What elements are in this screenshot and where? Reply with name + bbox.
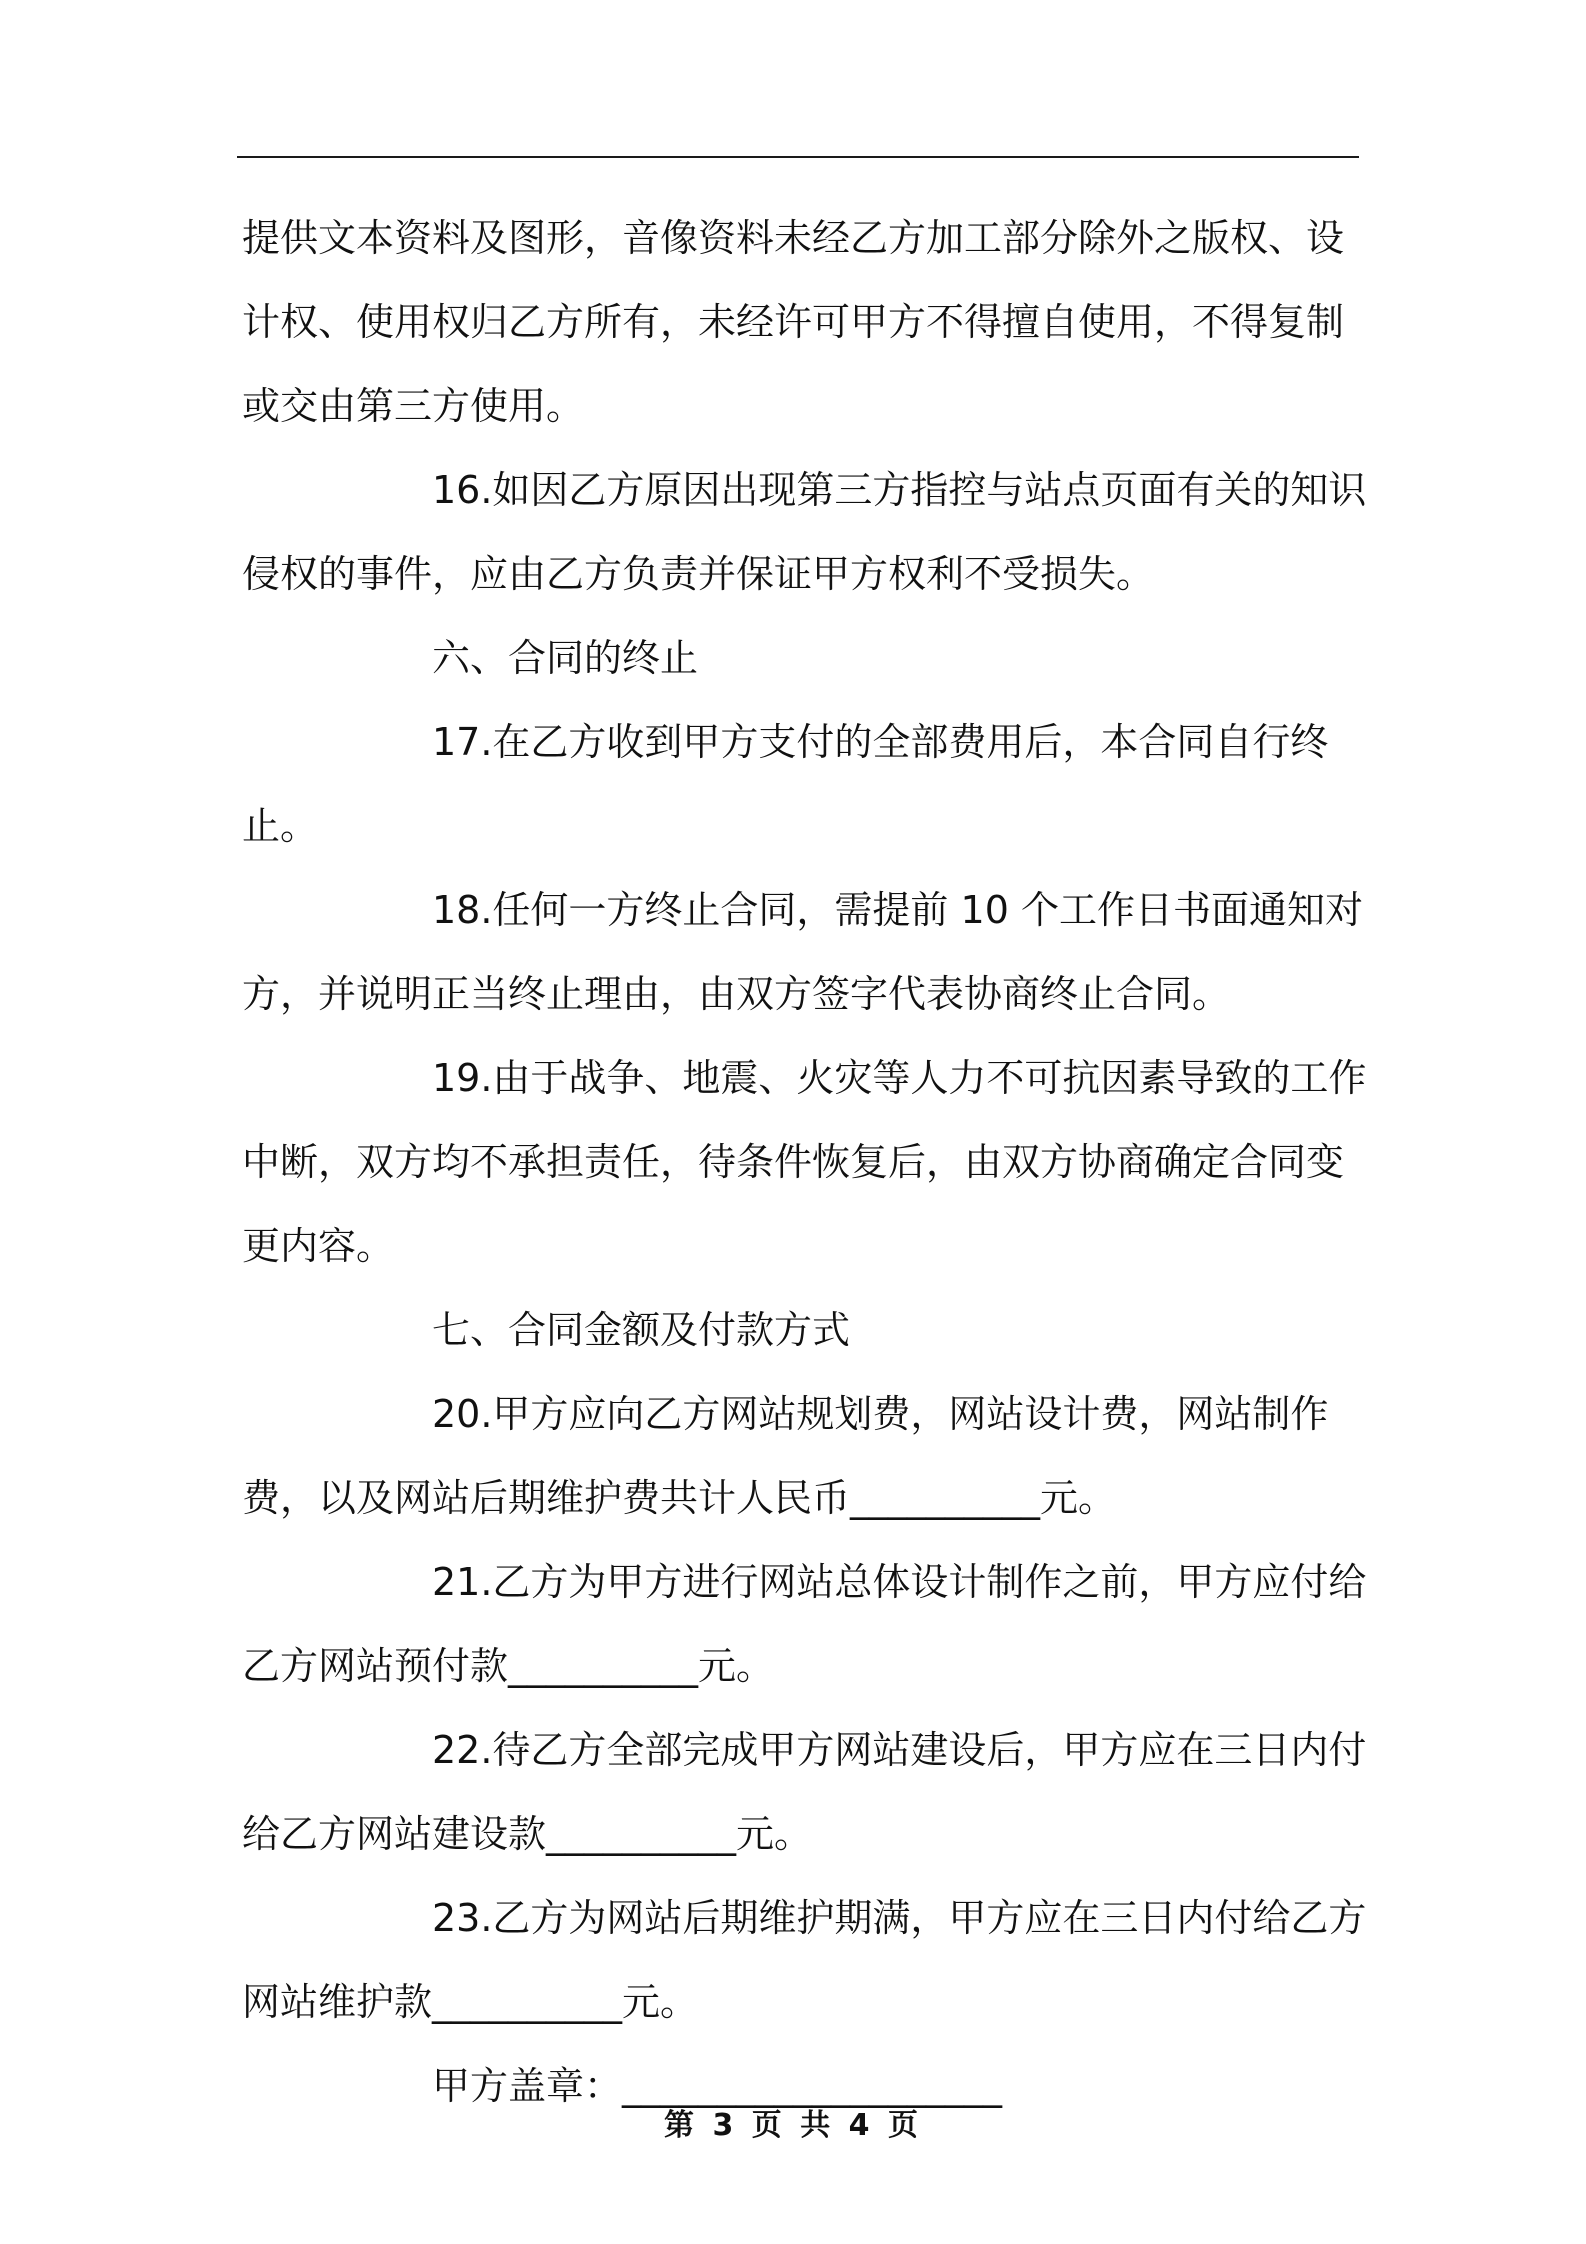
paragraph-copyright-continuation: 提供文本资料及图形，音像资料未经乙方加工部分除外之版权、设计权、使用权归乙方所有，未经许可甲方不得擅自使用，不得复制或交由第三方使用。 xyxy=(242,216,1345,428)
clause-16: 16.如因乙方原因出现第三方指控与站点页面有关的知识侵权的事件，应由乙方负责并保证甲方权利不受损失。 xyxy=(242,468,1367,596)
page-number-footer: 第 3 页 共 4 页 xyxy=(664,2108,922,2143)
document-body xyxy=(242,196,1372,2128)
party-a-seal-line: 甲方盖章：____________________ xyxy=(432,2064,1003,2108)
clause-17: 17.在乙方收到甲方支付的全部费用后，本合同自行终止。 xyxy=(242,720,1329,848)
section-heading-termination: 六、合同的终止 xyxy=(432,636,699,680)
section-heading-payment: 七、合同金额及付款方式 xyxy=(432,1308,851,1352)
clause-18: 18.任何一方终止合同，需提前 10 个工作日书面通知对方，并说明正当终止理由，由双方签字代表协商终止合同。 xyxy=(242,888,1363,1016)
clause-23: 23.乙方为网站后期维护期满，甲方应在三日内付给乙方网站维护款__________元。 xyxy=(242,1896,1367,2024)
clause-19: 19.由于战争、地震、火灾等人力不可抗因素导致的工作中断，双方均不承担责任，待条件恢复后，由双方协商确定合同变更内容。 xyxy=(242,1056,1367,1268)
clause-20: 20.甲方应向乙方网站规划费，网站设计费，网站制作费，以及网站后期维护费共计人民币__________元。 xyxy=(242,1392,1329,1520)
header-rule xyxy=(237,156,1359,158)
clause-21: 21.乙方为甲方进行网站总体设计制作之前，甲方应付给乙方网站预付款__________元。 xyxy=(242,1560,1367,1688)
clause-22: 22.待乙方全部完成甲方网站建设后，甲方应在三日内付给乙方网站建设款__________元。 xyxy=(242,1728,1367,1856)
